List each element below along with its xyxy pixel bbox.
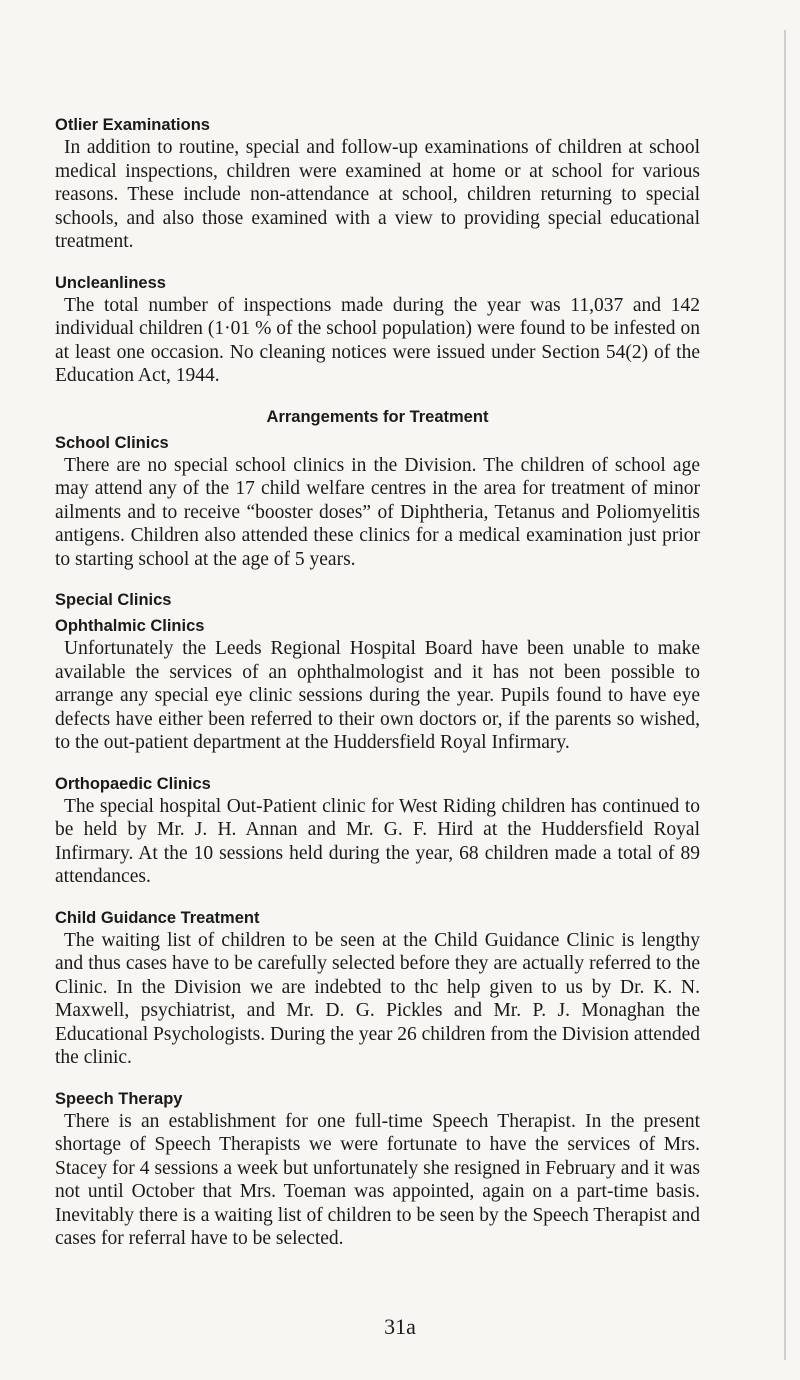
child-guidance-paragraph: The waiting list of children to be seen at the Child Guidance Clinic is lengthy and thus cases have to be carefully selected before they are actually referred to the Clinic. In the Division we are indebted to thc help given to us by Dr. K. N. Maxwell, psychiatrist, and Mr. D. G. Pickles and Mr. P. J. Monaghan the Educational Psychologists. During the year 26 children from the Division attended the clinic. <box>55 929 700 1068</box>
school-clinics-heading: School Clinics <box>55 433 169 452</box>
orthopaedic-clinics-heading: Orthopaedic Clinics <box>55 774 211 793</box>
special-clinics-heading: Special Clinics <box>55 591 172 609</box>
page-edge <box>784 30 786 1360</box>
child-guidance-heading: Child Guidance Treatment <box>55 908 260 927</box>
page-number: 31a <box>384 1314 416 1339</box>
document-page <box>55 114 700 1251</box>
uncleanliness-heading: Uncleanliness <box>55 273 166 292</box>
uncleanliness-paragraph: The total number of inspections made during the year was 11,037 and 142 individual children (1·01 % of the school population) were found to be infested on at least one occasion. No cleaning notices were issued under Section 54(2) of the Education Act, 1944. <box>55 294 700 386</box>
other-examinations-paragraph: In addition to routine, special and follow-up examinations of children at school medical inspections, children were examined at home or at school for various reasons. These include non-attendance at school, children returning to special schools, and also those examined with a view to providing special educational treatment. <box>55 137 700 252</box>
ophthalmic-clinics-paragraph: Unfortunately the Leeds Regional Hospital Board have been unable to make available the services of an ophthalmologist and it has not been possible to arrange any special eye clinic sessions during the year. Pupils found to have eye defects have either been referred to their own doctors or, if the parents so wished, to the out-patient department at the Huddersfield Royal Infirmary. <box>55 638 700 753</box>
orthopaedic-clinics-paragraph: The special hospital Out-Patient clinic for West Riding children has continued to be held by Mr. J. H. Annan and Mr. G. F. Hird at the Huddersfield Royal Infirmary. At the 10 sessions held during the year, 68 children made a total of 89 attendances. <box>55 795 700 887</box>
speech-therapy-paragraph: There is an establishment for one full-time Speech Therapist. In the present shortage of Speech Therapists we were fortunate to have the services of Mrs. Stacey for 4 sessions a week but unfortunately she resigned in February and it was not until October that Mrs. Toeman was appointed, again on a part-time basis. Inevitably there is a waiting list of children to be seen by the Speech Therapist and cases for referral have to be selected. <box>55 1110 700 1249</box>
speech-therapy-heading: Speech Therapy <box>55 1089 183 1108</box>
school-clinics-paragraph: There are no special school clinics in the Division. The children of school age may attend any of the 17 child welfare centres in the area for treatment of minor ailments and to receive “booster doses” of Diphtheria, Tetanus and Poliomyelitis antigens. Children also attended these clinics for a medical examination just prior to starting school at the age of 5 years. <box>55 454 700 570</box>
other-examinations-heading: Otlier Examinations <box>55 116 210 134</box>
arrangements-heading: Arrangements for Treatment <box>266 407 489 426</box>
ophthalmic-clinics-heading: Ophthalmic Clinics <box>55 617 205 635</box>
